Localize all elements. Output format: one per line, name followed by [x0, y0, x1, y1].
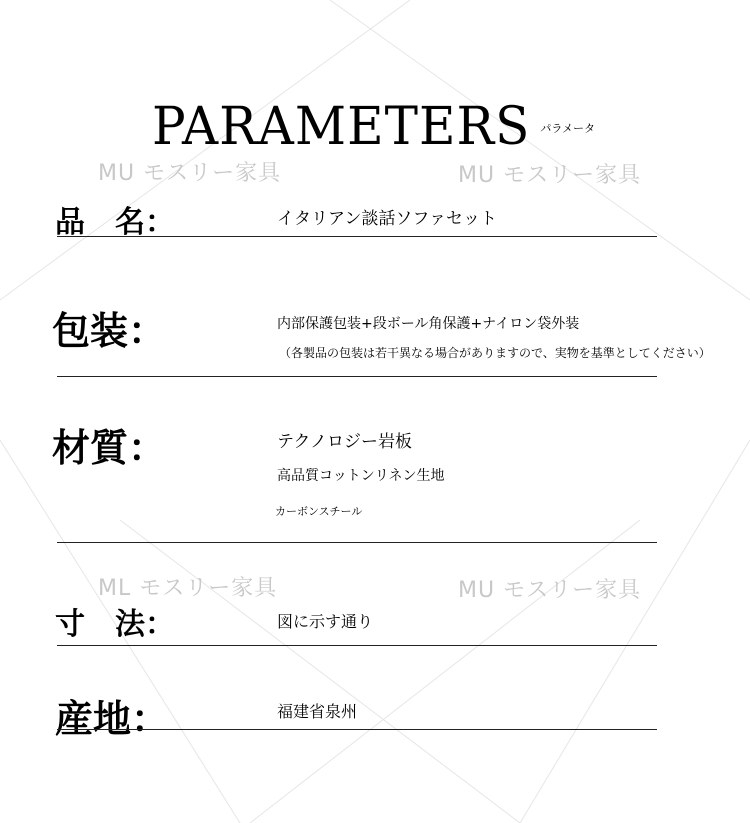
value-material-3: カーボンスチール [275, 505, 363, 518]
value-origin: 福建省泉州 [277, 702, 358, 721]
divider [57, 729, 657, 730]
divider [57, 236, 657, 237]
label-product-name: 品 名： [55, 205, 175, 240]
value-material-1: テクノロジー岩板 [277, 432, 412, 452]
value-packaging: 内部保護包装+段ボール角保護+ナイロン袋外装 [277, 316, 580, 332]
page-header [152, 96, 595, 156]
note-packaging: （各製品の包装は若干異なる場合がありますので、実物を基準としてください） [279, 346, 711, 360]
divider [57, 645, 657, 646]
watermark: ML モスリー家具 [98, 576, 278, 601]
value-material-2: 高品質コットンリネン生地 [277, 468, 445, 484]
value-size: 図に示す通り [277, 612, 374, 631]
page-subtitle: パラメータ [540, 122, 596, 135]
divider [57, 376, 657, 377]
watermark: MU モスリー家具 [458, 163, 642, 188]
label-packaging: 包装： [52, 309, 167, 353]
label-size: 寸 法： [55, 607, 175, 642]
watermark: MU モスリー家具 [458, 578, 642, 603]
label-origin: 産地： [55, 697, 170, 741]
page-title: PARAMETERS [152, 95, 531, 157]
label-material: 材質： [52, 426, 167, 470]
divider [57, 542, 657, 543]
value-product-name: イタリアン談話ソファセット [277, 209, 497, 229]
watermark: MU モスリー家具 [98, 161, 282, 186]
